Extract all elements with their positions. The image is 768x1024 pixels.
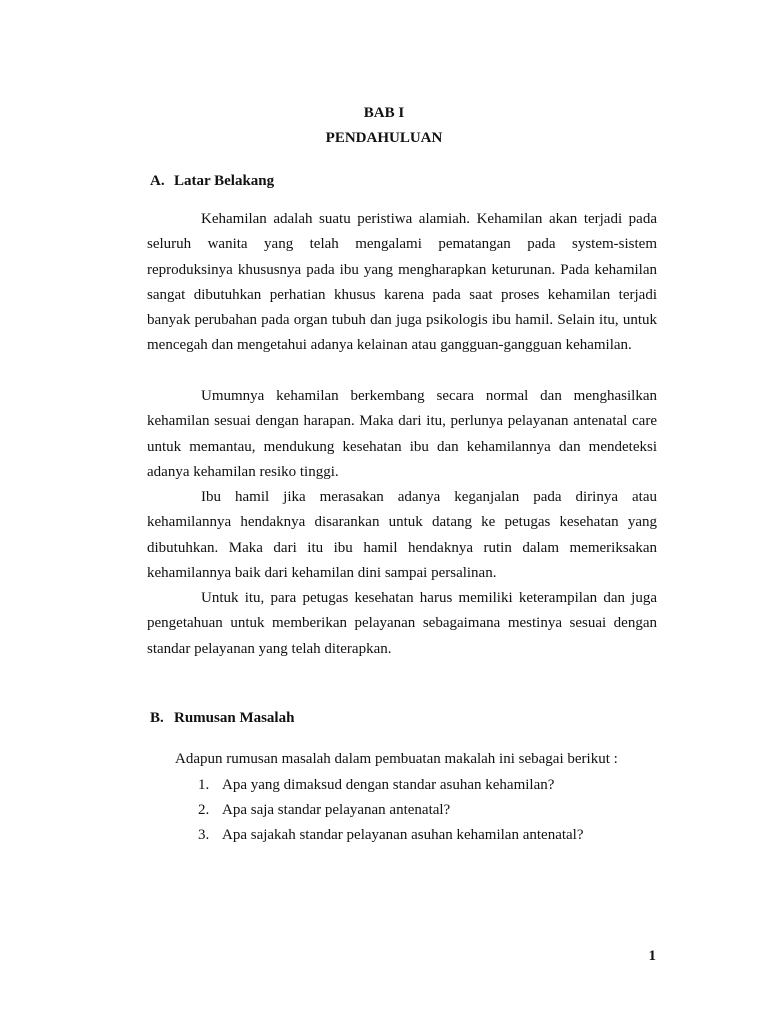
- background-paragraph-3: Ibu hamil jika merasakan adanya keganjalan pada dirinya atau kehamilannya hendaknya disarankan untuk datang ke petugas kesehatan yang dibutuhkan. Maka dari itu ibu hamil hendaknya rutin dalam memeriksakan kehamilannya baik dari kehamilan dini sampai persalinan.: [147, 489, 657, 581]
- list-item-text: Apa sajakah standar pelayanan asuhan kehamilan antenatal?: [222, 827, 584, 843]
- problem-intro: Adapun rumusan masalah dalam pembuatan makalah ini sebagai berikut :: [175, 751, 618, 767]
- problem-list-item: [198, 775, 554, 795]
- section-a-title: Latar Belakang: [174, 173, 275, 189]
- problem-list-item: [198, 800, 450, 820]
- background-paragraph-1: Kehamilan adalah suatu peristiwa alamiah. Kehamilan akan terjadi pada seluruh wanita yang telah mengalami pematangan pada system-sistem reproduksinya khususnya pada ibu yang mengharapkan keturunan. Pada kehamilan sangat dibutuhkan perhatian khusus karena pada saat proses kehamilan terjadi banyak perubahan pada organ tubuh dan juga psikologis ibu hamil. Selain itu, untuk mencegah dan mengetahui adanya kelainan atau gangguan-gangguan kehamilan.: [147, 211, 657, 354]
- background-paragraph-2: Umumnya kehamilan berkembang secara normal dan menghasilkan kehamilan sesuai dengan harapan. Maka dari itu, perlunya pelayanan antenatal care untuk memantau, mendukung kesehatan ibu dan kehamilannya dan mendeteksi adanya kehamilan resiko tinggi.: [147, 388, 657, 480]
- list-item-number: 1.: [198, 777, 210, 793]
- list-item-number: 2.: [198, 802, 210, 818]
- list-item-text: Apa saja standar pelayanan antenatal?: [222, 802, 451, 818]
- section-a-number: A.: [150, 173, 165, 189]
- section-a-heading: [150, 171, 274, 191]
- list-item-text: Apa yang dimaksud dengan standar asuhan kehamilan?: [222, 777, 555, 793]
- chapter-title: PENDAHULUAN: [325, 130, 443, 146]
- page-number: 1: [648, 948, 656, 964]
- section-b-title: Rumusan Masalah: [174, 710, 295, 726]
- background-paragraph-4: Untuk itu, para petugas kesehatan harus memiliki keterampilan dan juga pengetahuan untuk memberikan pelayanan sebagaimana mestinya sesuai dengan standar pelayanan yang telah diterapkan.: [147, 590, 657, 657]
- list-item-number: 3.: [198, 827, 210, 843]
- problem-list-item: [198, 825, 584, 845]
- section-b-number: B.: [150, 710, 164, 726]
- chapter-label: BAB I: [363, 105, 405, 121]
- section-b-heading: [150, 708, 294, 728]
